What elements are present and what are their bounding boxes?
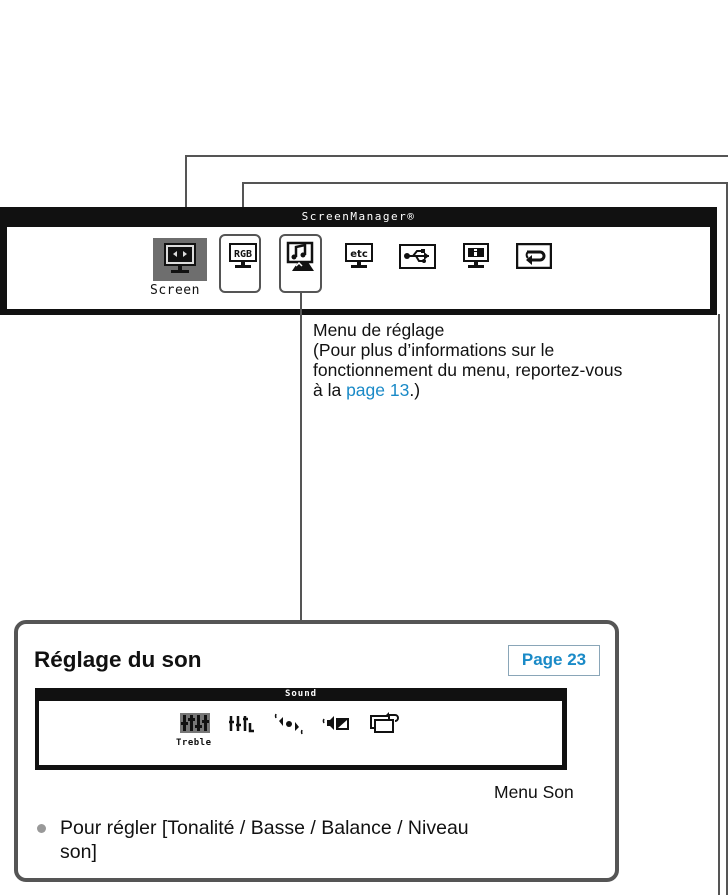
sound-menu-caption: Menu Son: [494, 782, 574, 802]
menu-note-line: (Pour plus d’informations sur le: [313, 340, 555, 360]
screen-icon[interactable]: [153, 238, 207, 281]
bullet-text-line: son]: [60, 841, 97, 863]
connector-line: [185, 155, 728, 157]
bullet-icon: [37, 824, 46, 833]
bass-icon[interactable]: [228, 713, 254, 733]
usb-icon[interactable]: [399, 244, 436, 269]
return-icon[interactable]: [369, 711, 401, 735]
info-icon[interactable]: [462, 243, 490, 271]
sound-icon-highlight: [279, 234, 322, 293]
screenmanager-title: ScreenManager®: [301, 210, 416, 223]
menu-note-line: Menu de réglage: [313, 320, 445, 340]
connector-line: [242, 182, 244, 210]
menu-note-line: .): [409, 380, 421, 400]
treble-icon[interactable]: [180, 713, 210, 733]
bullet-text: [60, 816, 580, 864]
sound-menu-title: Sound: [284, 689, 318, 699]
menu-note: [313, 320, 728, 400]
bullet-text-line: Pour régler [Tonalité / Basse / Balance / Niveau: [60, 817, 469, 839]
rgb-icon-highlight: [219, 234, 261, 293]
return-icon[interactable]: [516, 243, 552, 269]
etc-icon[interactable]: [344, 243, 374, 271]
connector-line: [185, 155, 187, 210]
card-title: Réglage du son: [34, 647, 202, 672]
treble-label: Treble: [176, 738, 212, 748]
menu-note-line: à la: [313, 380, 347, 400]
menu-note-line: fonctionnement du menu, reportez-vous: [313, 360, 623, 380]
volume-icon[interactable]: [322, 713, 350, 733]
balance-icon[interactable]: [274, 712, 304, 736]
svg-text:RGB: RGB: [233, 249, 253, 260]
page-23-link[interactable]: Page 23: [508, 645, 600, 676]
page-13-link[interactable]: page 13: [346, 380, 410, 400]
connector-line: [300, 292, 302, 622]
svg-text:etc: etc: [350, 249, 368, 260]
connector-line: [718, 314, 720, 895]
connector-line: [242, 182, 728, 184]
selected-icon-label: Screen: [150, 283, 200, 298]
